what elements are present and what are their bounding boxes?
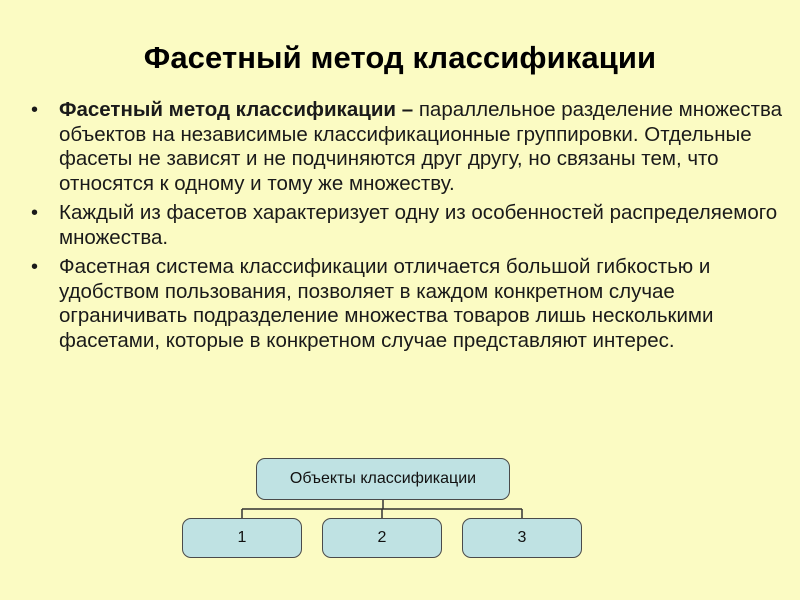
bullet-dot-icon: • <box>31 256 39 278</box>
bullet-text: Каждый из фасетов характеризует одну из особенностей распределяемого множества. <box>59 201 778 249</box>
diagram-child-node-3: 3 <box>462 518 582 558</box>
diagram-child-node-2: 2 <box>322 518 442 558</box>
diagram-root-node: Объекты классификации <box>256 458 510 500</box>
bullet-text: Фасетная система классификации отличается большой гибкостью и удобством пользования, позволяет в каждом конкретном случае ограничивать подразделение множества товаров лишь несколькими фасетами, которые в конкретном случае представляют интерес. <box>59 255 714 352</box>
bullet-dot-icon: • <box>31 202 39 224</box>
diagram-child-node-1: 1 <box>182 518 302 558</box>
slide-title: Фасетный метод классификации <box>143 40 657 75</box>
bullet-text: параллельное разделение множества объектов на независимые классификационные группировки. Отдельные фасеты не зависят и не подчиняются друг другу, но связаны тем, что относятся к одному и тому же множеству. <box>59 98 783 195</box>
bullet-dot-icon: • <box>31 99 39 121</box>
bullet-term: Фасетный метод классификации – <box>59 98 414 121</box>
